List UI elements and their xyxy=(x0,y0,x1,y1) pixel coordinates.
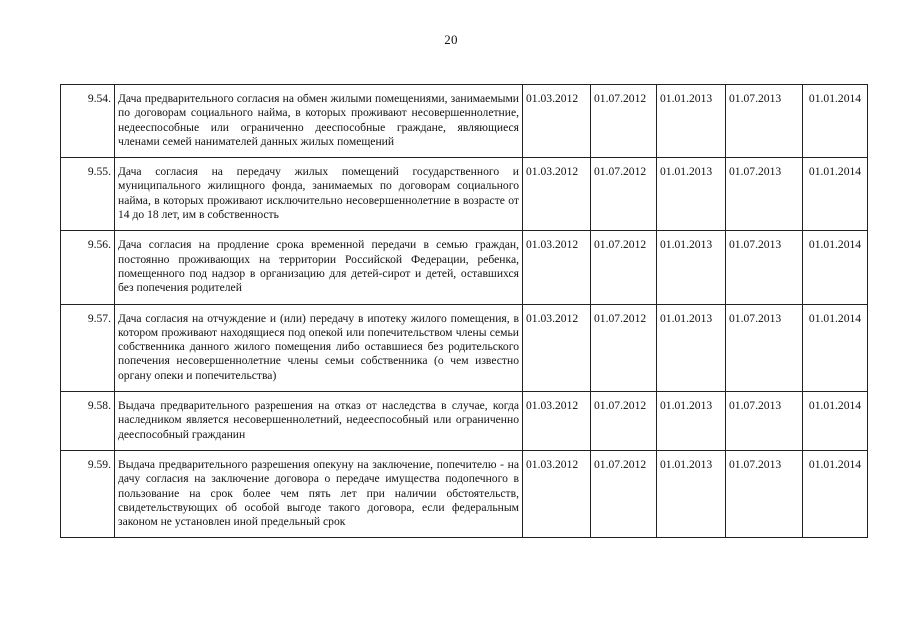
table-row xyxy=(61,158,868,231)
services-table xyxy=(60,84,868,538)
table-row xyxy=(61,231,868,304)
date-cell-3: 01.01.2013 xyxy=(657,158,726,231)
table-row xyxy=(61,392,868,451)
date-cell-2: 01.07.2012 xyxy=(591,392,657,451)
date-cell-2: 01.07.2012 xyxy=(591,304,657,391)
date-cell-3: 01.01.2013 xyxy=(657,450,726,537)
table-row xyxy=(61,85,868,158)
date-cell-1: 01.03.2012 xyxy=(523,158,591,231)
date-cell-1: 01.03.2012 xyxy=(523,231,591,304)
row-number: 9.57. xyxy=(61,304,115,391)
date-cell-2: 01.07.2012 xyxy=(591,231,657,304)
date-cell-1: 01.03.2012 xyxy=(523,304,591,391)
date-cell-4: 01.07.2013 xyxy=(726,231,803,304)
date-cell-5: 01.01.2014 xyxy=(803,304,868,391)
date-cell-2: 01.07.2012 xyxy=(591,450,657,537)
service-description: Выдача предварительного разрешения опекуну на заключение, попечителю - на дачу согласия на заключение договора о передаче имущества подопечного в пользование на срок более чем пять лет при наличии обстоятельств, свидетельствующих об особой выгоде такого договора, если федеральным законом не установлен иной предельный срок xyxy=(115,450,523,537)
service-description: Выдача предварительного разрешения на отказ от наследства в случае, когда наследником является несовершеннолетний, недееспособный или ограниченно дееспособный гражданин xyxy=(115,392,523,451)
page-number: 20 xyxy=(444,32,458,47)
date-cell-1: 01.03.2012 xyxy=(523,450,591,537)
date-cell-3: 01.01.2013 xyxy=(657,304,726,391)
date-cell-2: 01.07.2012 xyxy=(591,85,657,158)
date-cell-3: 01.01.2013 xyxy=(657,231,726,304)
service-description: Дача согласия на отчуждение и (или) передачу в ипотеку жилого помещения, в котором проживают находящиеся под опекой или попечительством члены семьи собственника данного жилого помещения либо оставшиеся без родительского попечения несовершеннолетние члены семьи собственника (о чем известно органу опеки и попечительства) xyxy=(115,304,523,391)
date-cell-4: 01.07.2013 xyxy=(726,158,803,231)
date-cell-1: 01.03.2012 xyxy=(523,85,591,158)
date-cell-4: 01.07.2013 xyxy=(726,392,803,451)
service-description: Дача предварительного согласия на обмен жилыми помещениями, занимаемыми по договорам социального найма, в которых проживают несовершеннолетние, недееспособные или ограниченно дееспособные граждане, являющиеся членами семей нанимателей данных жилых помещений xyxy=(115,85,523,158)
row-number: 9.59. xyxy=(61,450,115,537)
date-cell-3: 01.01.2013 xyxy=(657,392,726,451)
row-number: 9.55. xyxy=(61,158,115,231)
date-cell-4: 01.07.2013 xyxy=(726,85,803,158)
date-cell-1: 01.03.2012 xyxy=(523,392,591,451)
table-row xyxy=(61,304,868,391)
row-number: 9.56. xyxy=(61,231,115,304)
date-cell-5: 01.01.2014 xyxy=(803,85,868,158)
table-row xyxy=(61,450,868,537)
row-number: 9.54. xyxy=(61,85,115,158)
service-description: Дача согласия на продление срока временной передачи в семью граждан, постоянно проживающих на территории Российской Федерации, ребенка, помещенного под надзор в организацию для детей-сирот и детей, оставшихся без попечения родителей xyxy=(115,231,523,304)
date-cell-5: 01.01.2014 xyxy=(803,231,868,304)
date-cell-2: 01.07.2012 xyxy=(591,158,657,231)
service-description: Дача согласия на передачу жилых помещений государственного и муниципального жилищного фонда, занимаемых по договорам социального найма, в которых проживают исключительно несовершеннолетние в возрасте от 14 до 18 лет, им в собственность xyxy=(115,158,523,231)
date-cell-5: 01.01.2014 xyxy=(803,392,868,451)
table-body xyxy=(61,85,868,538)
date-cell-4: 01.07.2013 xyxy=(726,304,803,391)
date-cell-3: 01.01.2013 xyxy=(657,85,726,158)
date-cell-5: 01.01.2014 xyxy=(803,450,868,537)
date-cell-4: 01.07.2013 xyxy=(726,450,803,537)
row-number: 9.58. xyxy=(61,392,115,451)
date-cell-5: 01.01.2014 xyxy=(803,158,868,231)
